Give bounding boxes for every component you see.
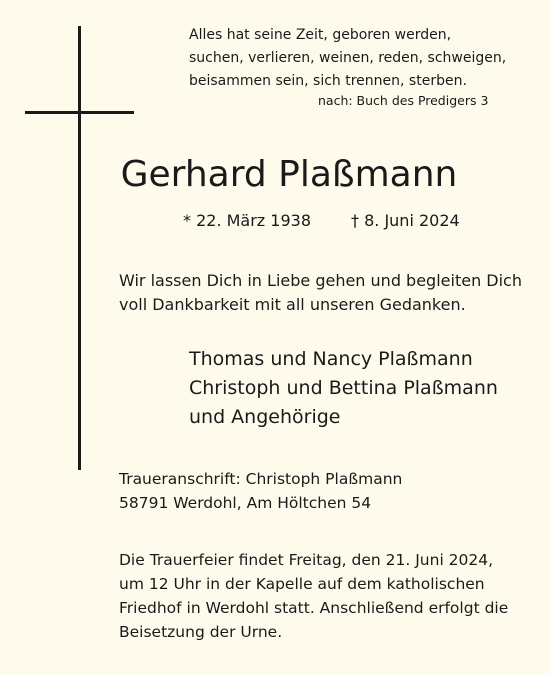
mourners-list [189, 345, 498, 432]
quote-line: suchen, verlieren, weinen, reden, schweigen, [189, 50, 507, 66]
cross-vertical-bar [78, 26, 81, 470]
service-line: Beisetzung der Urne. [119, 623, 283, 641]
service-line: um 12 Uhr in der Kapelle auf dem katholischen [119, 575, 485, 593]
service-line: Die Trauerfeier findet Freitag, den 21. Juni 2024, [119, 551, 494, 569]
farewell-line: voll Dankbarkeit mit all unseren Gedanken. [119, 295, 466, 314]
mourner-line: Thomas und Nancy Plaßmann [189, 348, 473, 370]
service-line: Friedhof in Werdohl statt. Anschließend erfolgt die [119, 599, 509, 617]
deceased-name: Gerhard Plaßmann [120, 154, 458, 195]
bible-quote [189, 24, 506, 93]
quote-line: Alles hat seine Zeit, geboren werden, [189, 27, 452, 43]
farewell-text [119, 269, 522, 317]
cross-horizontal-bar [25, 111, 134, 114]
birth-date: * 22. März 1938 [183, 211, 312, 230]
mourning-address [119, 467, 402, 515]
farewell-line: Wir lassen Dich in Liebe gehen und begleiten Dich [119, 271, 522, 290]
address-line: 58791 Werdohl, Am Höltchen 54 [119, 494, 372, 512]
quote-line: beisammen sein, sich trennen, sterben. [189, 73, 467, 89]
mourner-line: und Angehörige [189, 406, 341, 428]
mourner-line: Christoph und Bettina Plaßmann [189, 377, 498, 399]
death-date: † 8. Juni 2024 [351, 211, 460, 230]
address-line: Traueranschrift: Christoph Plaßmann [119, 470, 403, 488]
funeral-service-info [119, 548, 508, 644]
quote-source: nach: Buch des Predigers 3 [318, 93, 489, 108]
